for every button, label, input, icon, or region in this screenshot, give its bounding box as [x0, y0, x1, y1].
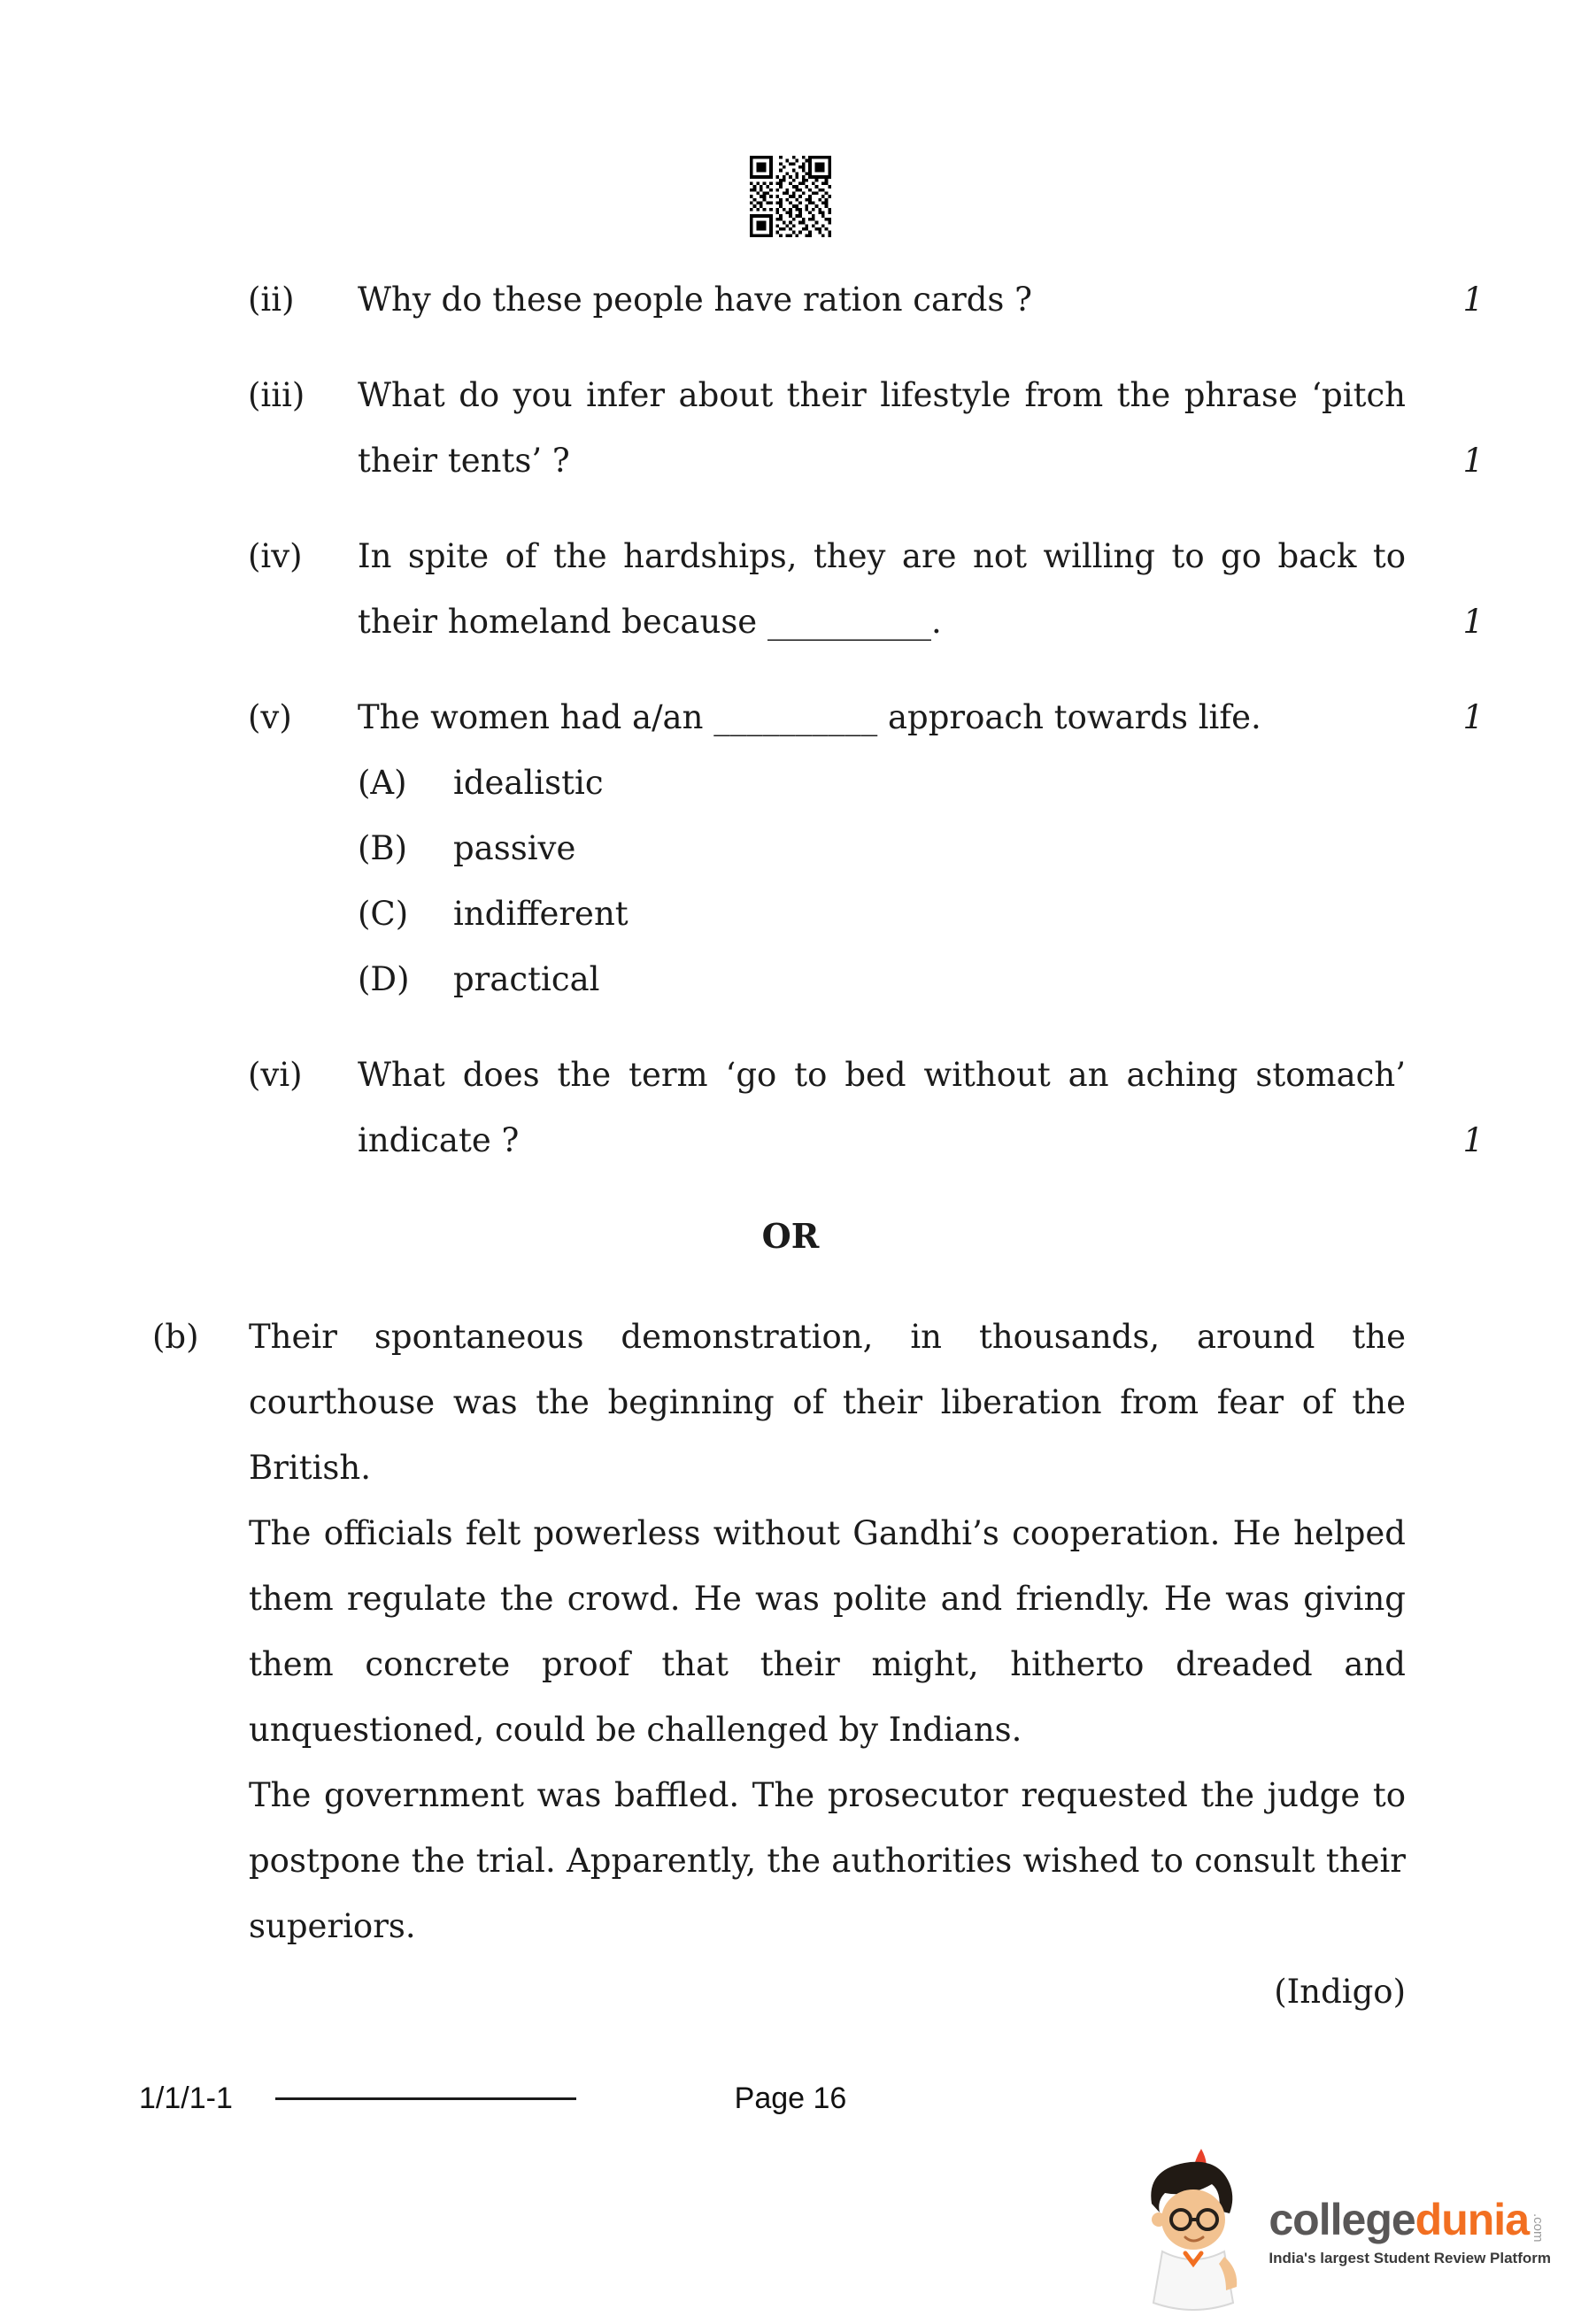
question-text: The women had a/an __________ approach towards life. — [358, 698, 1261, 736]
option-row — [358, 750, 1406, 816]
collegedunia-logo — [1127, 2145, 1551, 2319]
part-b-section — [0, 1304, 1581, 2025]
page-footer — [0, 2082, 1581, 2116]
part-b-paragraph: The government was baffled. The prosecutor requested the judge to postpone the trial. Apparently, the authorities wished to consult their superiors. — [249, 1776, 1406, 1945]
brand-tld: .com — [1531, 2213, 1546, 2243]
question-text: What do you infer about their lifestyle from the phrase ‘pitch their tents’ ? — [358, 376, 1406, 480]
page-number: Page 16 — [734, 2082, 847, 2115]
question-text: Why do these people have ration cards ? — [358, 281, 1033, 319]
option-text: passive — [453, 829, 576, 867]
paper-code: 1/1/1-1 — [139, 2082, 233, 2115]
option-text: practical — [453, 960, 600, 998]
mcq-options — [358, 750, 1406, 1012]
question-number: (ii) — [248, 281, 295, 319]
option-text: indifferent — [453, 895, 629, 933]
brand-dunia: dunia — [1415, 2195, 1529, 2244]
part-b-paragraph: Their spontaneous demonstration, in thousands, around the courthouse was the beginning of their liberation from fear of the British. — [249, 1318, 1406, 1487]
question-marks: 1 — [1462, 603, 1484, 641]
option-label: (C) — [358, 895, 409, 933]
or-separator: OR — [761, 1216, 820, 1256]
part-b-body — [249, 1304, 1406, 2025]
source-label: (Indigo) — [1274, 1973, 1406, 2011]
question-row — [248, 363, 1484, 494]
qr-code-container — [0, 0, 1581, 237]
questions-section — [0, 237, 1581, 1174]
question-marks: 1 — [1462, 281, 1484, 319]
option-row — [358, 816, 1406, 881]
part-b-paragraph: The officials felt powerless without Gandhi’s cooperation. He helped them regulate the crowd. He was polite and friendly. He was giving them concrete proof that their might, hitherto dreaded and unquestioned, could be challenged by Indians. — [249, 1514, 1406, 1749]
option-text: idealistic — [453, 764, 604, 802]
question-row — [248, 685, 1484, 1012]
option-row — [358, 881, 1406, 947]
brand-college: college — [1269, 2195, 1415, 2244]
option-label: (A) — [358, 764, 407, 802]
brand-wordmark — [1269, 2197, 1551, 2243]
option-label: (B) — [358, 829, 408, 867]
question-row — [248, 267, 1484, 333]
footer-rule — [275, 2097, 576, 2100]
collegedunia-mascot — [1127, 2145, 1260, 2319]
qr-code — [750, 156, 831, 237]
logo-tagline: India's largest Student Review Platform — [1269, 2250, 1551, 2266]
question-number: (vi) — [248, 1056, 303, 1094]
option-label: (D) — [358, 960, 410, 998]
question-row — [248, 1043, 1484, 1174]
question-number: (iii) — [248, 376, 305, 414]
question-row — [248, 524, 1484, 655]
logo-text — [1269, 2197, 1551, 2267]
question-marks: 1 — [1462, 698, 1484, 736]
question-text: What does the term ‘go to bed without an aching stomach’ indicate ? — [358, 1056, 1406, 1159]
question-marks: 1 — [1462, 442, 1484, 480]
part-b-number: (b) — [152, 1318, 199, 1356]
question-number: (v) — [248, 698, 292, 736]
question-text: In spite of the hardships, they are not willing to go back to their homeland because __________. — [358, 537, 1406, 641]
question-number: (iv) — [248, 537, 303, 575]
question-marks: 1 — [1462, 1121, 1484, 1159]
option-row — [358, 947, 1406, 1012]
